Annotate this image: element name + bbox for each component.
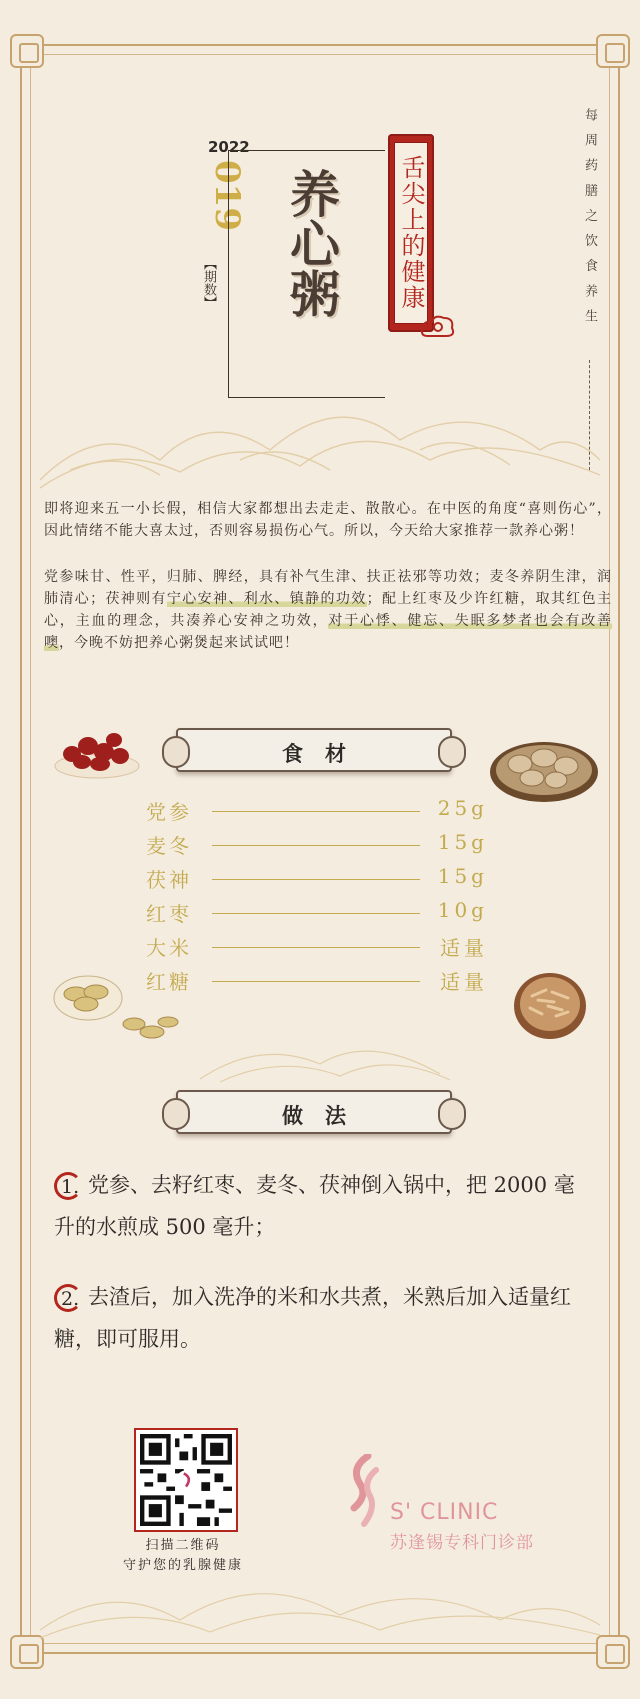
ingredient-amount: 15g	[437, 830, 488, 854]
step-number: 1.	[61, 1175, 80, 1198]
step-number-badge	[54, 1284, 84, 1314]
ingredient-name: 大米	[146, 936, 192, 960]
clinic-logo-icon	[338, 1454, 384, 1530]
ingredient-row	[146, 966, 488, 996]
step-text: 去渣后，加入洗净的米和水共煮，米熟后加入适量红糖，即可服用。	[54, 1285, 571, 1351]
ophiopogon-image	[512, 970, 588, 1040]
clinic-logo-name: S' CLINIC	[390, 1500, 499, 1525]
method-step	[54, 1276, 594, 1360]
ingredient-amount: 10g	[437, 898, 488, 922]
leader-line	[212, 879, 420, 880]
leader-line	[212, 947, 420, 948]
ingredient-amount: 适量	[440, 936, 488, 960]
step-number: 2.	[61, 1287, 80, 1310]
banner-text: 舌尖上的健康	[394, 142, 428, 324]
method-step	[54, 1164, 594, 1248]
page-title: 养心粥	[282, 168, 341, 318]
red-dates-image	[52, 726, 142, 782]
method-heading: 做法	[282, 1103, 368, 1128]
qr-code[interactable]	[136, 1430, 236, 1530]
ingredient-amount: 25g	[437, 796, 488, 820]
side-vertical-text: 每 周 药 膳 之 饮 食 养 生	[582, 108, 597, 327]
qr-caption-line: 守护您的乳腺健康	[122, 1558, 243, 1573]
description-text: ，今晚不妨把养心粥煲起来试试吧！	[59, 635, 299, 651]
ingredients-banner	[176, 728, 452, 772]
ingredient-name: 党参	[146, 800, 192, 824]
ingredient-row	[146, 932, 488, 962]
method-banner	[176, 1090, 452, 1134]
ingredient-name: 麦冬	[146, 834, 192, 858]
qr-caption	[108, 1536, 258, 1576]
auspicious-cloud-icon	[418, 310, 458, 340]
ingredient-name: 茯神	[146, 868, 192, 892]
highlight-text: 对于心悸、健忘、失眠多梦者也会有改善噢	[44, 613, 613, 651]
intro-paragraph: 即将迎来五一小长假，相信大家都想出去走走、散散心。在中医的角度“喜则伤心”，因此情绪不能大喜太过，否则容易损伤心气。所以，今天给大家推荐一款养心粥！	[44, 501, 612, 539]
description-text: ；配上红枣及少许红糖，取其红色主心，主血的理念，共凑养心安神之功效，	[44, 591, 613, 629]
highlight-text: 宁心安神、利水、镇静的功效	[166, 591, 367, 607]
corner-ornament	[596, 34, 630, 68]
year-label: 2022	[208, 138, 250, 156]
step-number-badge	[54, 1172, 84, 1202]
ingredient-row	[146, 898, 488, 928]
step-text: 党参、去籽红枣、麦冬、茯神倒入锅中，把 2000 毫升的水煎成 500 毫升；	[54, 1173, 575, 1239]
ingredients-heading: 食材	[282, 741, 368, 766]
codonopsis-slices-image	[488, 732, 600, 804]
ingredient-name: 红糖	[146, 970, 192, 994]
ingredient-amount: 15g	[437, 864, 488, 888]
corner-ornament	[10, 1635, 44, 1669]
ingredient-amount: 适量	[440, 970, 488, 994]
ingredient-row	[146, 864, 488, 894]
ingredient-row	[146, 830, 488, 860]
qr-caption-line: 扫描二维码	[145, 1538, 221, 1553]
description-text: 党参味甘、性平，归肺、脾经，具有补气生津、扶正祛邪等功效；麦冬养阴生津，润肺清心；茯神则有	[44, 569, 612, 607]
ingredient-name: 红枣	[146, 902, 192, 926]
clinic-logo-subtitle: 苏逢锡专科门诊部	[390, 1533, 534, 1553]
ingredient-row	[146, 796, 488, 826]
corner-ornament	[10, 34, 44, 68]
side-dashed-line	[589, 360, 591, 470]
issue-number: 019	[207, 160, 247, 231]
corner-ornament	[596, 1635, 630, 1669]
leader-line	[212, 913, 420, 914]
ingredient-description	[44, 566, 612, 654]
leader-line	[212, 811, 420, 812]
leader-line	[212, 845, 420, 846]
red-scroll-banner	[388, 134, 434, 332]
issue-label: 【期数】	[201, 257, 216, 309]
leader-line	[212, 981, 420, 982]
